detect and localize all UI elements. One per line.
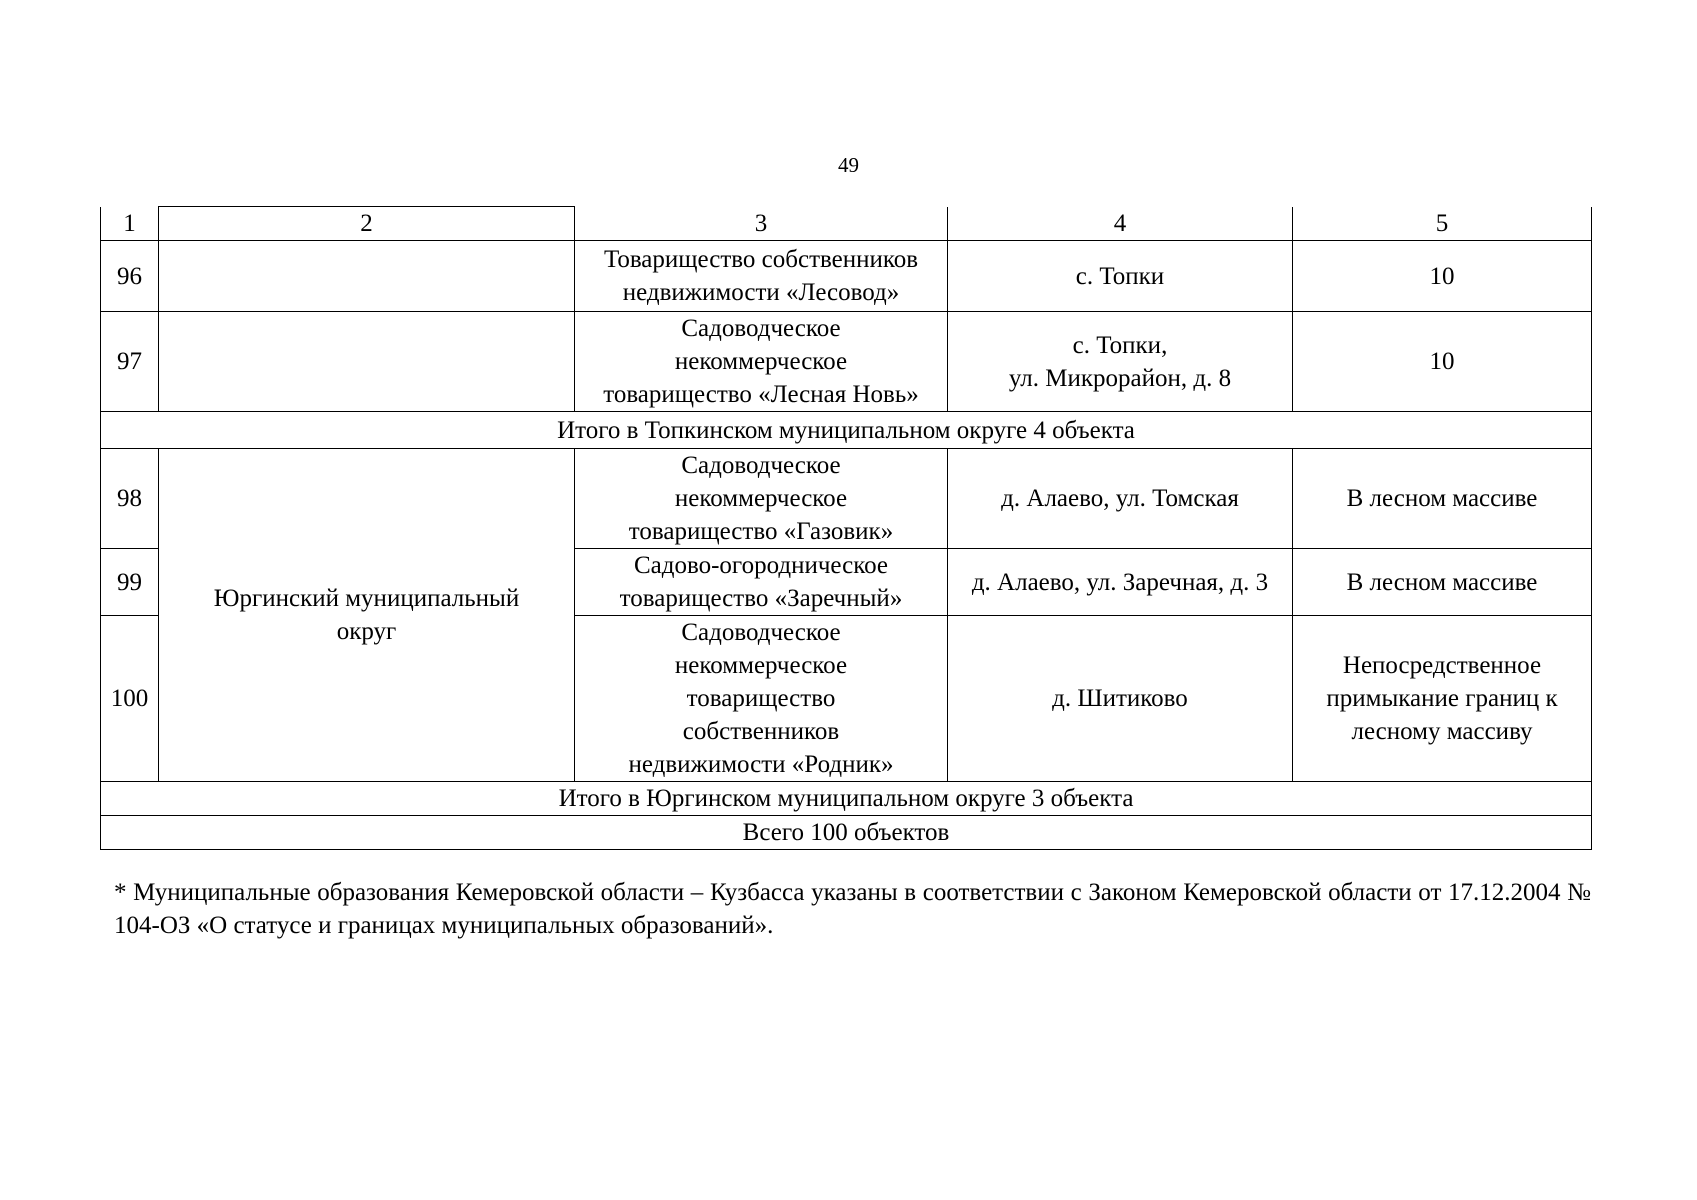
object-name-cell: Садоводческое некоммерческое товарищество собственников недвижимости «Родник»	[575, 616, 948, 782]
page-number: 49	[838, 153, 859, 177]
object-name-cell: Садоводческое некоммерческое товарищество «Лесная Новь»	[575, 312, 948, 412]
address-cell: д. Алаево, ул. Томская	[948, 449, 1293, 549]
header-cell: 3	[575, 207, 948, 241]
header-cell: 2	[159, 207, 575, 241]
object-name-cell: Садоводческое некоммерческое товарищество «Газовик»	[575, 449, 948, 549]
table-header-row	[101, 207, 1592, 241]
address-cell: д. Алаево, ул. Заречная, д. 3	[948, 549, 1293, 616]
row-number: 99	[101, 549, 159, 616]
header-cell: 1	[101, 207, 159, 241]
row-number: 96	[101, 241, 159, 312]
distance-cell: 10	[1293, 312, 1592, 412]
header-cell: 4	[948, 207, 1293, 241]
subtotal-row	[101, 782, 1592, 816]
municipality-cell: Юргинский муниципальный округ	[159, 449, 575, 782]
row-number: 97	[101, 312, 159, 412]
grand-total: Всего 100 объектов	[101, 816, 1592, 850]
table-row	[101, 241, 1592, 312]
row-number: 98	[101, 449, 159, 549]
distance-cell: 10	[1293, 241, 1592, 312]
address-cell: с. Топки, ул. Микрорайон, д. 8	[948, 312, 1293, 412]
address-cell: с. Топки	[948, 241, 1293, 312]
total-row	[101, 816, 1592, 850]
objects-table	[100, 206, 1592, 850]
subtotal-topki: Итого в Топкинском муниципальном округе 4 объекта	[101, 412, 1592, 449]
subtotal-row	[101, 412, 1592, 449]
municipality-cell	[159, 241, 575, 312]
footnote: * Муниципальные образования Кемеровской области – Кузбасса указаны в соответствии с Законом Кемеровской области от 17.12.2004 № 104-ОЗ «О статусе и границах муниципальных образований».	[114, 879, 1591, 939]
address-cell: д. Шитиково	[948, 616, 1293, 782]
row-number: 100	[101, 616, 159, 782]
distance-cell: В лесном массиве	[1293, 449, 1592, 549]
distance-cell: Непосредственное примыкание границ к лесному массиву	[1293, 616, 1592, 782]
table-row	[101, 312, 1592, 412]
header-cell: 5	[1293, 207, 1592, 241]
municipality-cell	[159, 312, 575, 412]
table-row	[101, 449, 1592, 549]
distance-cell: В лесном массиве	[1293, 549, 1592, 616]
subtotal-yurga: Итого в Юргинском муниципальном округе 3 объекта	[101, 782, 1592, 816]
object-name-cell: Товарищество собственников недвижимости «Лесовод»	[575, 241, 948, 312]
object-name-cell: Садово-огородническое товарищество «Заречный»	[575, 549, 948, 616]
